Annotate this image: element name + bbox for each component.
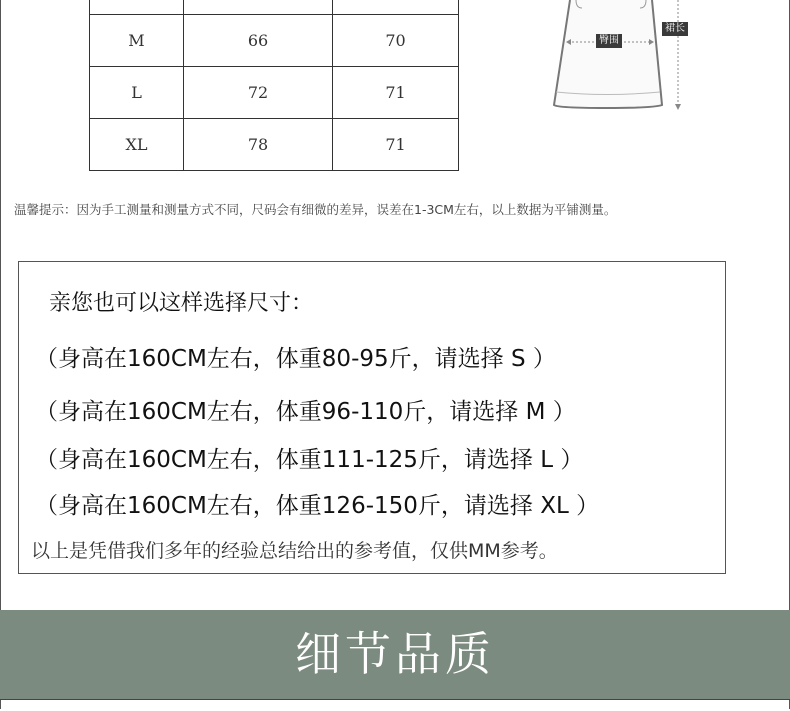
measure-cell: 71	[333, 119, 459, 171]
measure-cell: 71	[333, 67, 459, 119]
length-label: 裙长	[662, 22, 688, 36]
advice-line: （身高在160CM左右，体重111-125斤，请选择 L ）	[35, 447, 584, 473]
advice-line: （身高在160CM左右，体重126-150斤，请选择 XL ）	[35, 493, 600, 519]
advice-heading: 亲您也可以这样选择尺寸：	[49, 291, 314, 316]
measure-cell: 66	[184, 15, 333, 67]
table-row	[90, 15, 459, 67]
bottom-divider	[0, 699, 790, 700]
table-row	[90, 119, 459, 171]
table-row	[90, 0, 459, 15]
measure-cell: 70	[333, 15, 459, 67]
measurement-note: 温馨提示：因为手工测量和测量方式不同，尺码会有细微的差异，误差在1-3CM左右，以上数据为平铺测量。	[14, 202, 617, 217]
measure-cell: 78	[184, 119, 333, 171]
advice-footer: 以上是凭借我们多年的经验总结给出的参考值，仅供MM参考。	[31, 540, 558, 562]
advice-line: （身高在160CM左右，体重96-110斤，请选择 M ）	[35, 399, 576, 425]
detail-quality-title: 细节品质	[295, 627, 495, 681]
size-cell: L	[90, 67, 184, 119]
size-advice-box	[18, 261, 726, 574]
detail-quality-banner	[0, 610, 790, 699]
hip-label: 臀围	[596, 34, 622, 48]
size-cell: XL	[90, 119, 184, 171]
size-cell: M	[90, 15, 184, 67]
measure-cell: 72	[184, 67, 333, 119]
advice-line: （身高在160CM左右，体重80-95斤，请选择 S ）	[35, 346, 556, 372]
garment-diagram	[540, 0, 700, 120]
skirt-outline-icon	[540, 0, 700, 120]
size-table	[89, 0, 459, 171]
table-row	[90, 67, 459, 119]
